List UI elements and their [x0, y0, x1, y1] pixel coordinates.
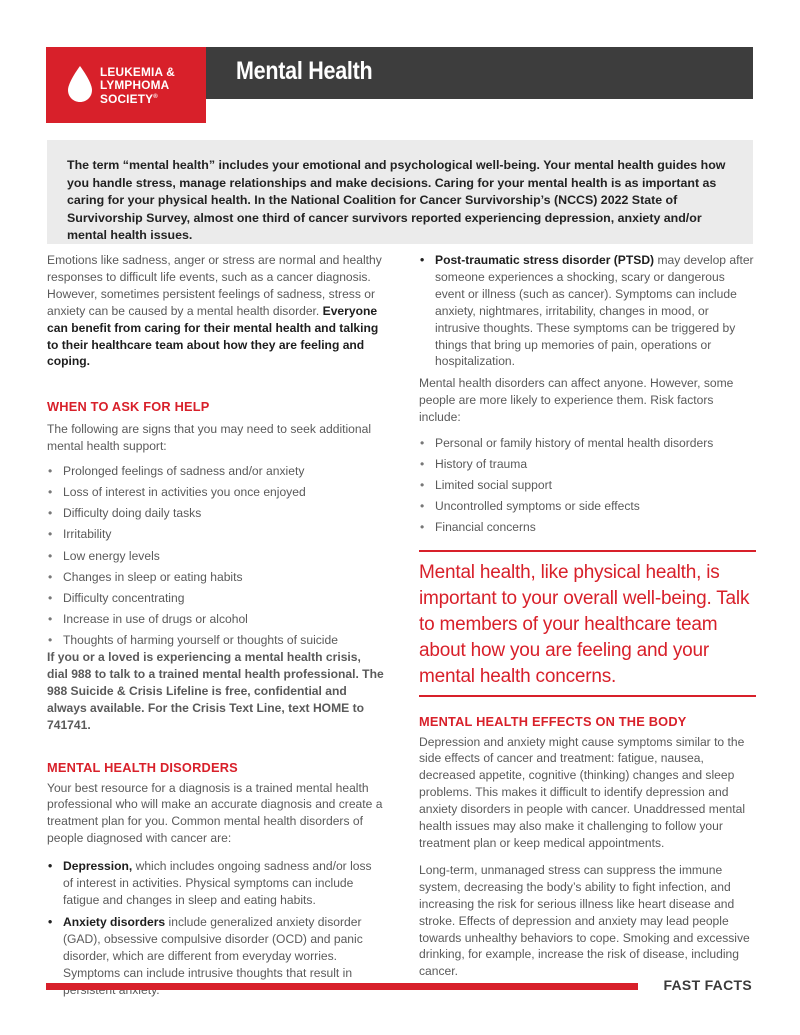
disorders-list [47, 858, 384, 998]
risk-intro: Mental health disorders can affect anyone. However, some people are more likely to experience them. Risk factors include: [419, 376, 734, 425]
when-to-ask-heading: WHEN TO ASK FOR HELP [47, 399, 210, 415]
when-intro: The following are signs that you may need to seek additional mental health support: [47, 422, 372, 454]
crisis-paragraph: If you or a loved is experiencing a mental health crisis, dial 988 to talk to a trained mental health professional. The 988 Suicide & Crisis Lifeline is free, confidential and always available. For the Crisis Text Line, text HOME to 741741. [47, 650, 384, 732]
pull-quote-text: Mental health, like physical health, is important to your overall well-being. Talk to members of your healthcare team about how you are feeling and your mental health concerns. [419, 561, 750, 688]
logo-line-1: LEUKEMIA & [100, 65, 175, 79]
list-item: • Difficulty doing daily tasks [47, 505, 384, 526]
ptsd-list [419, 252, 756, 370]
logo-wordmark [100, 66, 175, 105]
left-column [47, 252, 384, 998]
list-item: • Depression, which includes ongoing sadness and/or loss of interest in activities. Physical symptoms can include fatigue and changes in sleep and eating habits. [47, 858, 384, 909]
logo-line-2: LYMPHOMA [100, 77, 170, 92]
signs-list [47, 463, 384, 653]
list-item: • Anxiety disorders include generalized anxiety disorder (GAD), obsessive compulsive disorder (OCD) and panic disorder, which are different from everyday worries. Symptoms can include intrusive thoughts that result in [47, 914, 384, 999]
risk-factors-list [419, 435, 756, 540]
disorders-intro: Your best resource for a diagnosis is a trained mental health professional who will make an accurate diagnosis and create a treatment plan for you. Common mental health disorders of people diagnosed with cancer are: [47, 780, 383, 846]
right-column [419, 252, 756, 980]
effects-heading: MENTAL HEALTH EFFECTS ON THE BODY [419, 713, 687, 729]
list-item: • Irritability [47, 526, 384, 547]
emotions-paragraph: Emotions like sadness, anger or stress are normal and healthy responses to difficult life events, such as a cancer diagnosis. However, sometimes persistent feelings of sadness, stress or anxiety can be caused by a mental health disorder. Everyone can benefit from caring for their mental health and talking to their healthcare team about how they are feeling and coping. [47, 253, 382, 369]
list-item: • Prolonged feelings of sadness and/or anxiety [47, 463, 384, 484]
list-item: • Thoughts of harming yourself or thoughts of suicide [47, 632, 384, 653]
fast-facts-label: FAST FACTS [663, 977, 752, 993]
logo-line-3: SOCIETY® [100, 91, 158, 106]
effects-paragraph-1: Depression and anxiety might cause symptoms similar to the side effects of cancer and treatment: fatigue, nausea, decreased appetite, cognitive (thinking) changes and sleep problems. This makes it difficult to identify depression and anxiety disorders in people with cancer. Unaddressed mental health issues may also make it challenging to follow your treatment plan or keep medical appointments. [419, 734, 746, 850]
list-item: • History of trauma [419, 456, 756, 477]
list-item: • Uncontrolled symptoms or side effects [419, 498, 756, 519]
lls-logo [46, 47, 206, 123]
list-item: • Post-traumatic stress disorder (PTSD) may develop after someone experiences a shocking, scary or dangerous event or illness (such as cancer). Symptoms can include anxiety, nightmares, irritability, changes in mood, or intrusive thoughts. These symptoms can be triggered by things that bring up memories of pain, operations or hospitalization. [419, 252, 756, 370]
list-item: • Loss of interest in activities you once enjoyed [47, 484, 384, 505]
pull-quote [419, 550, 756, 697]
title-bar [206, 47, 753, 99]
list-item: • Changes in sleep or eating habits [47, 569, 384, 590]
list-item: • Low energy levels [47, 548, 384, 569]
page-title: Mental Health [236, 57, 373, 85]
list-item: • Difficulty concentrating [47, 590, 384, 611]
intro-box [47, 140, 753, 244]
footer-bar [46, 983, 638, 990]
list-item: • Personal or family history of mental health disorders [419, 435, 756, 456]
list-item: • Financial concerns [419, 519, 756, 540]
list-item: • Limited social support [419, 477, 756, 498]
disorders-heading: MENTAL HEALTH DISORDERS [47, 759, 238, 775]
list-item: • Increase in use of drugs or alcohol [47, 611, 384, 632]
effects-paragraph-2: Long-term, unmanaged stress can suppress the immune system, decreasing the body’s ability to fight infection, and increasing the risk for serious illness like heart disease and stroke. Effects of depression and anxiety may lead people towards unhealthy behaviors to cope. Smoking and excessive drinking, for example, increase the risk of disease, including cancer. [419, 862, 750, 979]
blood-drop-icon [68, 66, 92, 102]
intro-text: The term “mental health” includes your emotional and psychological well-being. Your mental health guides how you handle stress, manage relationships and make decisions. Caring for your mental health is as important as caring for your physical health. In the National Coalition for Cancer Survivorship’s (NCCS) 2022 State of Survivorship Survey, almost one third of cancer survivors reported experiencing depression, anxiety and/or mental health issues. [67, 158, 726, 243]
